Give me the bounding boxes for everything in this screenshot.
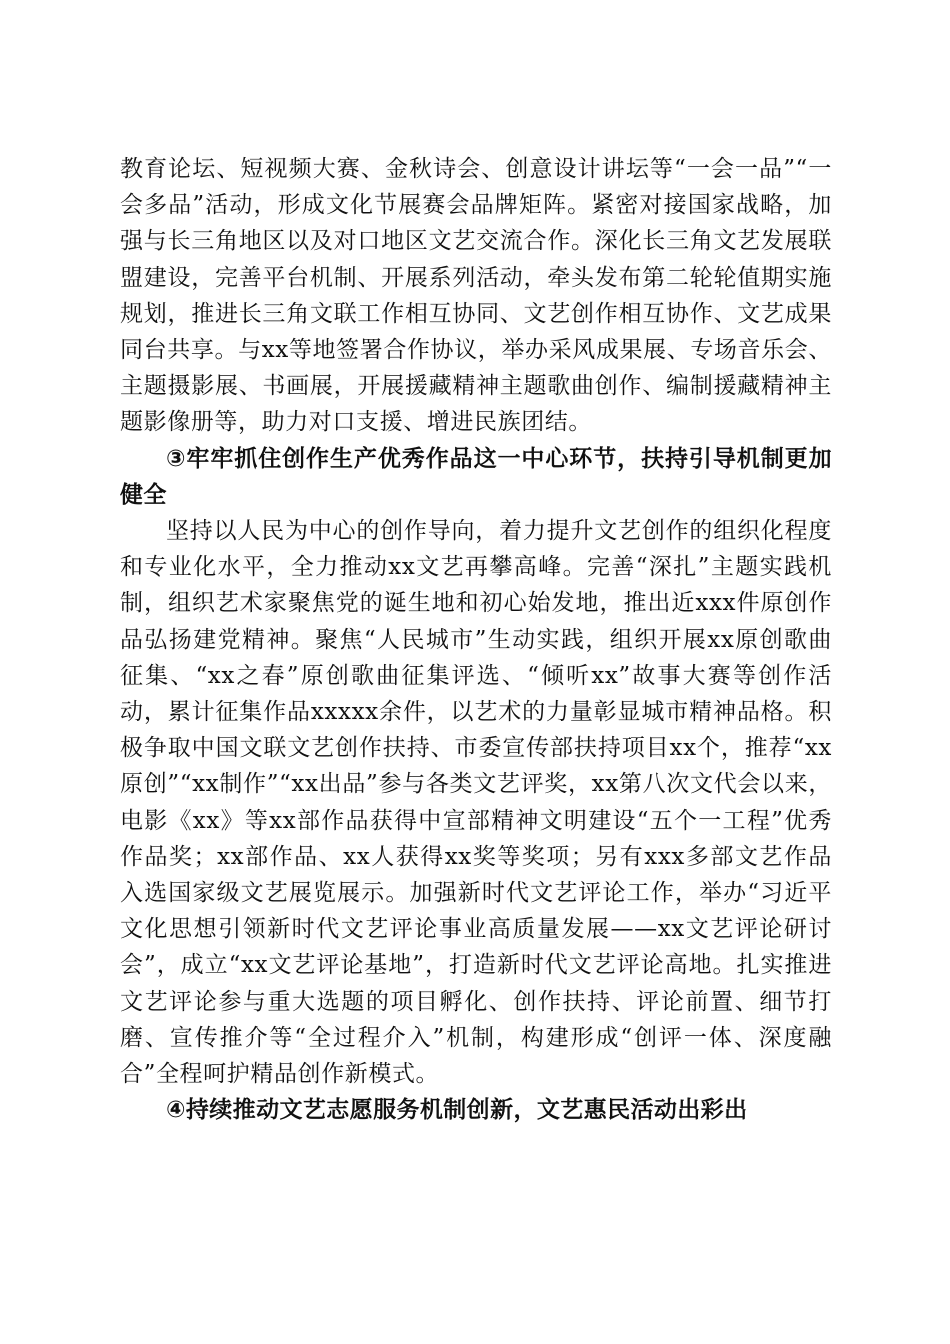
section-heading-3: ③牢牢抓住创作生产优秀作品这一中心环节，扶持引导机制更加健全: [120, 445, 832, 508]
body-paragraph-continued: 教育论坛、短视频大赛、金秋诗会、创意设计讲坛等“一会一品”“一会多品”活动，形成文化节展赛会品牌矩阵。紧密对接国家战略，加强与长三角地区以及对口地区文艺交流合作。深化长三角文艺发展联盟建设，完善平台机制、开展系列活动，牵头发布第二轮轮值期实施规划，推进长三角文联工作相互协同、文艺创作相互协作、文艺成果同台共享。与xx等地签署合作协议，举办采风成果展、专场音乐会、主题摄影展、书画展，开展援藏精神主题歌曲创作、编制援藏精神主题影像册等，助力对口支援、增进民族团结。: [120, 156, 832, 436]
document-page: [120, 151, 832, 1128]
body-paragraph: 坚持以人民为中心的创作导向，着力提升文艺创作的组织化程度和专业化水平，全力推动xx文艺再攀高峰。完善“深扎”主题实践机制，组织艺术家聚焦党的诞生地和初心始发地，推出近xxx件原创作品弘扬建党精神。聚焦“人民城市”生动实践，组织开展xx原创歌曲征集、“xx之春”原创歌曲征集评选、“倾听xx”故事大赛等创作活动，累计征集作品xxxxx余件，以艺术的力量彰显城市精神品格。积极争取中国文联文艺创作扶持、市委宣传部扶持项目xx个，推荐“xx原创”“xx制作”“xx出品”参与各类文艺评奖，xx第八次文代会以来，电影《xx》等xx部作品获得中宣部精神文明建设“五个一工程”优秀作品奖；xx部作品、xx人获得xx奖等奖项；另有xxx多部文艺作品入选国家级文艺展览展示。加强新时代文艺评论工作，举办“习近平文化思想引领新时代文艺评论事业高质量发展——xx文艺评论研讨会”，成立“xx文艺评论基地”，打造新时代文艺评论高地。扎实推进文艺评论参与重大选题的项目孵化、创作扶持、评论前置、细节打磨、宣传推介等“全过程介入”机制，构建形成“创评一体、深度融合”全程呵护精品创作新模式。: [120, 518, 832, 1088]
section-heading-4: ④持续推动文艺志愿服务机制创新，文艺惠民活动出彩出: [166, 1097, 748, 1124]
